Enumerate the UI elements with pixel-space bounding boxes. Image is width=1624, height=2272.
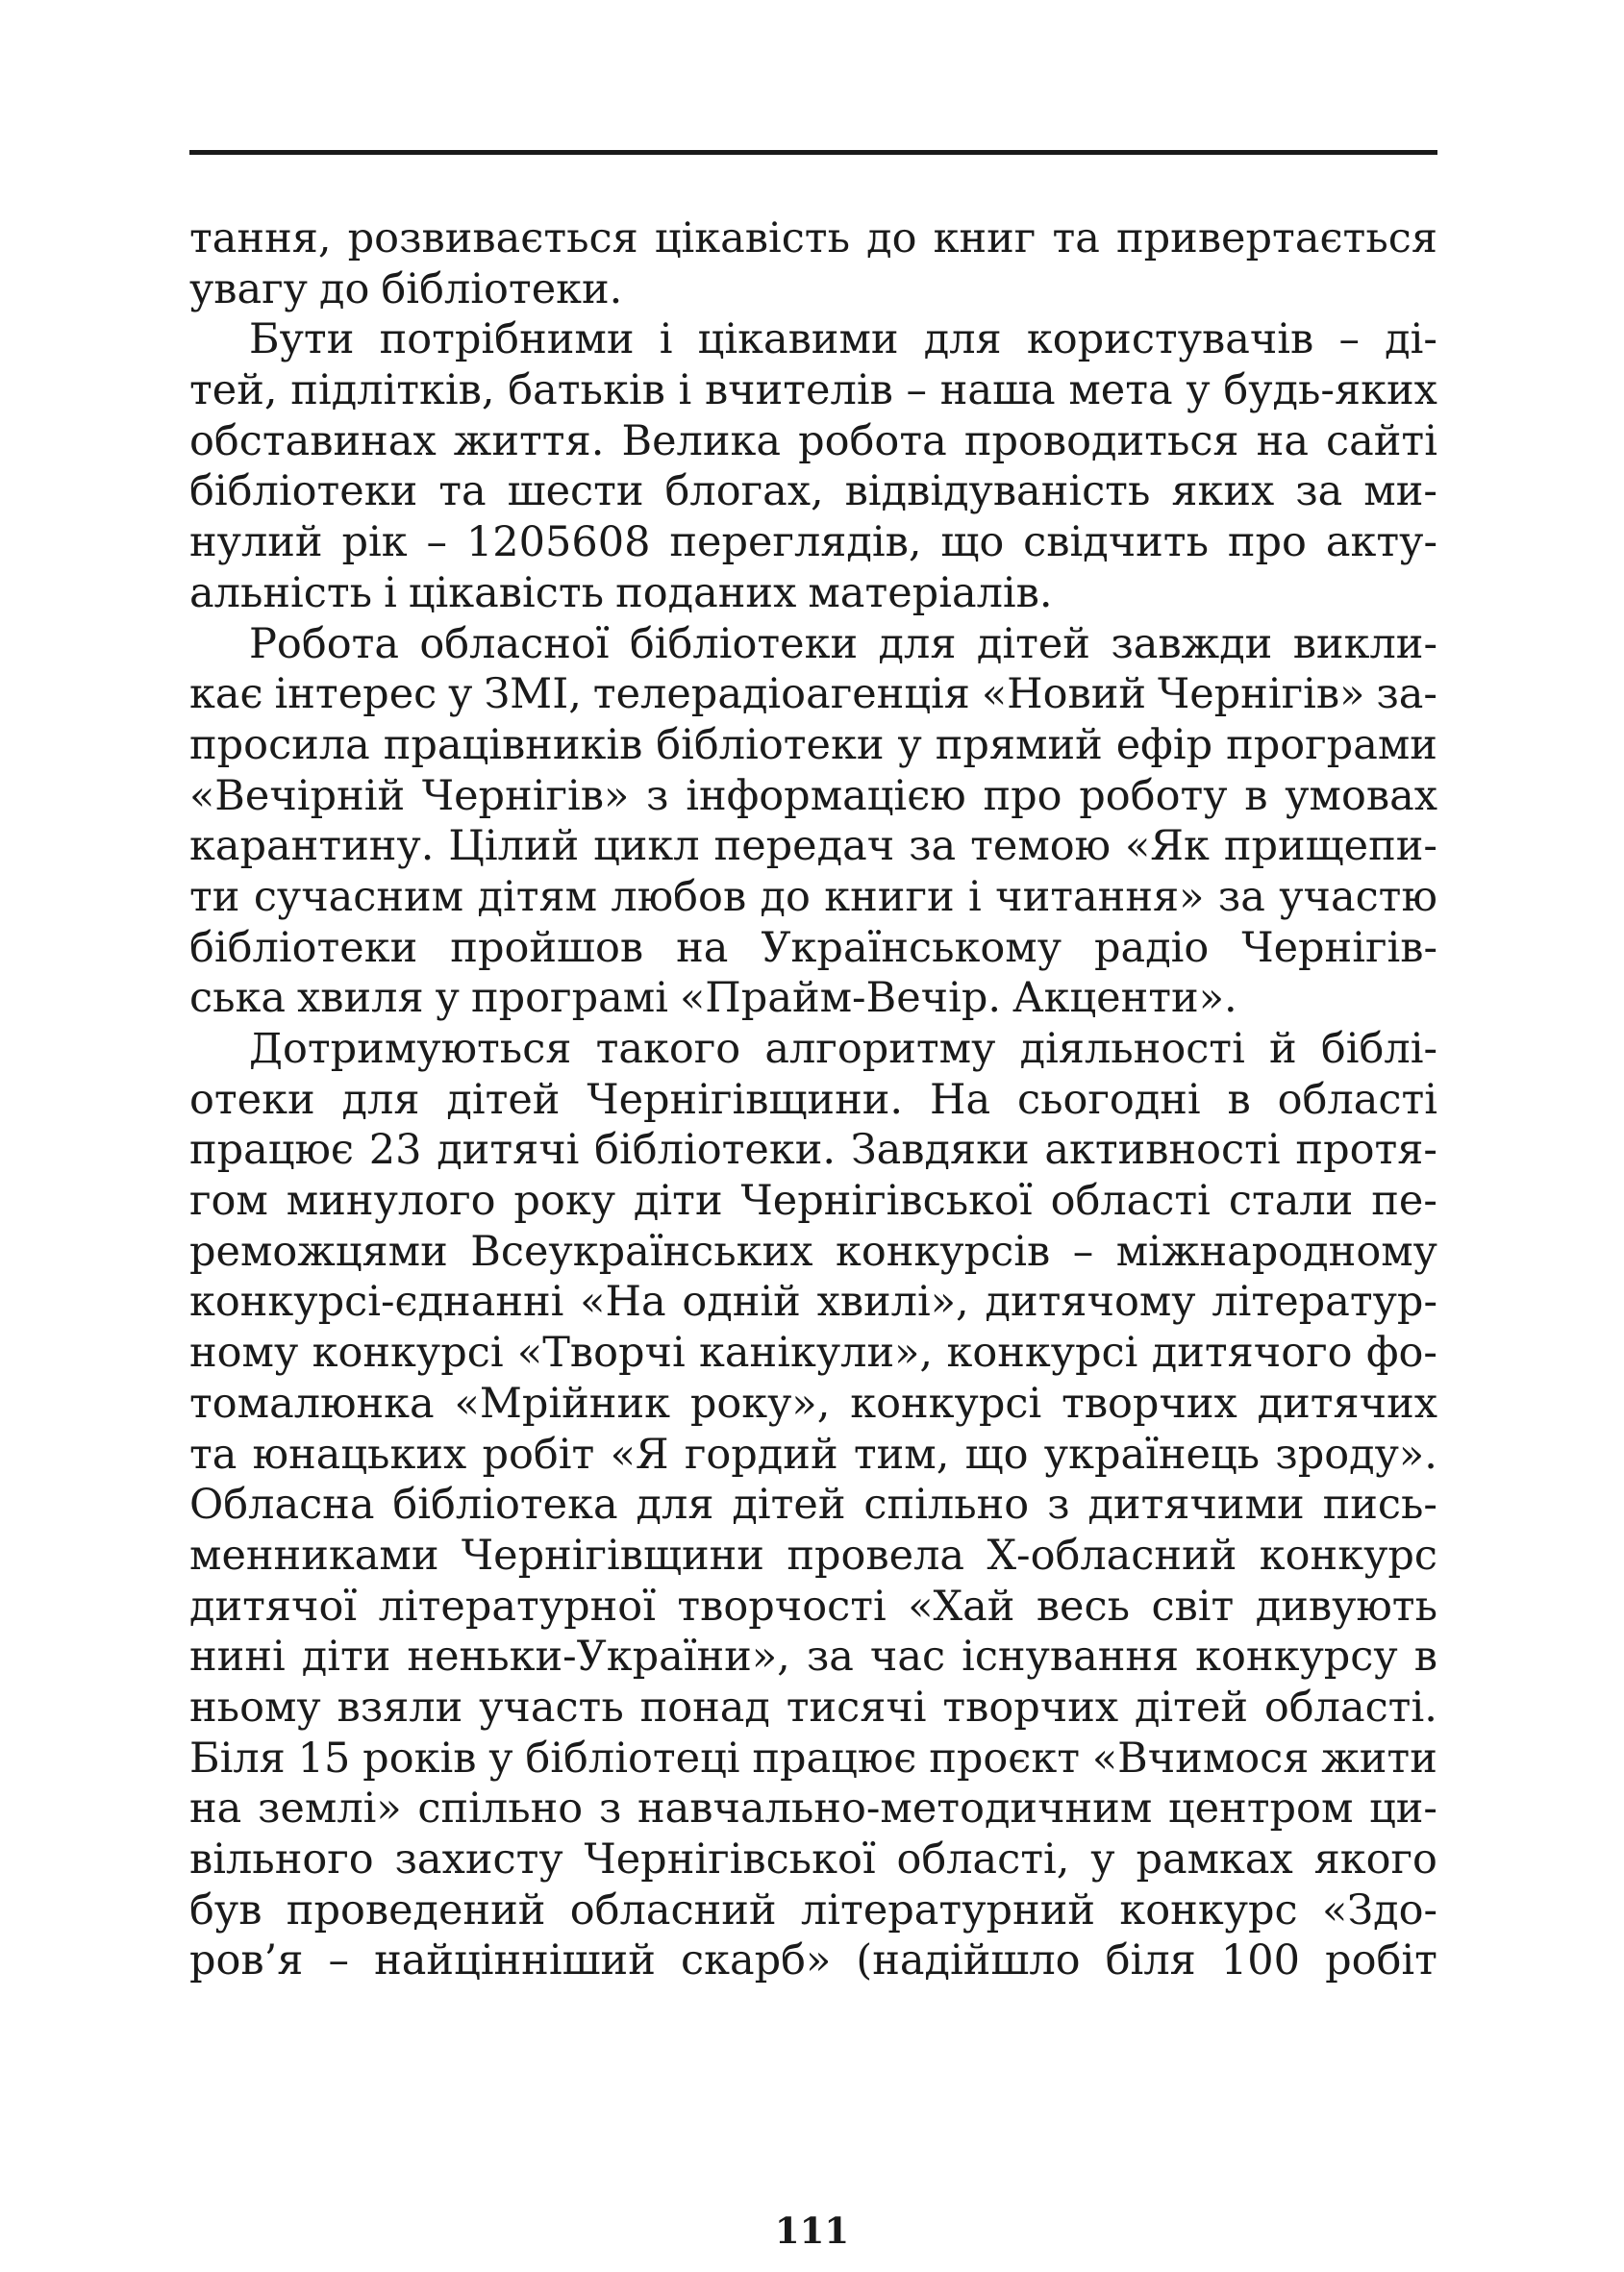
text-line: ська хвиля у програмі «Прайм-Вечір. Акценти». [189,974,1237,1023]
text-line: карантину. Цілий цикл передач за темою «Як прищепи- [189,822,1437,871]
text-line: кає інтерес у ЗМІ, телерадіоагенція «Новий Чернігів» за- [189,670,1437,719]
text-line: просила працівників бібліотеки у прямий ефір програми [189,720,1437,769]
text-line: ров’я – найцінніший скарб» (надійшло біля 100 робіт [189,1936,1437,1985]
text-line: гом минулого року діти Чернігівської області стали пе- [189,1177,1437,1226]
text-line: томалюнка «Мрійник року», конкурсі творчих дитячих [189,1379,1437,1428]
text-line: нині діти неньки-України», за час існування конкурсу в [189,1633,1437,1682]
text-line: конкурсі-єднанні «На одній хвилі», дитячому літератур- [189,1278,1437,1327]
page-number: 111 [774,2210,850,2252]
header-rule [189,150,1437,155]
text-line: працює 23 дитячі бібліотеки. Завдяки активності протя- [189,1126,1437,1175]
text-line: увагу до бібліотеки. [189,264,623,313]
text-line: отеки для дітей Чернігівщини. На сьогодні в області [189,1075,1437,1124]
text-line: дитячої літературної творчості «Хай весь світ дивують [189,1582,1437,1631]
text-line: реможцями Всеукраїнських конкурсів – міжнародному [189,1227,1437,1276]
text-line: «Вечірній Чернігів» з інформацією про роботу в умовах [189,771,1437,820]
text-line: ньому взяли участь понад тисячі творчих дітей області. [189,1683,1437,1732]
text-line: нулий рік – 1205608 переглядів, що свідчить про акту- [189,518,1437,567]
text-line: тей, підлітків, батьків і вчителів – наша мета у будь-яких [189,366,1437,415]
text-line: вільного захисту Чернігівської області, у рамках якого [189,1835,1437,1884]
text-line: ти сучасним дітям любов до книги і читання» за участю [189,872,1437,921]
text-line: Дотримуються такого алгоритму діяльності й біблі- [249,1025,1437,1073]
text-line: менниками Чернігівщини провела Х-обласний конкурс [189,1531,1437,1580]
text-line: був проведений обласний літературний конкурс «Здо- [189,1885,1437,1935]
text-line: тання, розвивається цікавість до книг та привертається [189,214,1437,262]
text-line: альність і цікавість поданих матеріалів. [189,568,1053,617]
text-line: Робота обласної бібліотеки для дітей завжди викли- [249,619,1437,668]
text-line: бібліотеки та шести блогах, відвідуваність яких за ми- [189,467,1437,516]
text-line: Біля 15 років у бібліотеці працює проєкт «Вчимося жити [189,1734,1437,1783]
body-text [189,213,1437,1986]
text-line: ному конкурсі «Творчі канікули», конкурсі дитячого фо- [189,1329,1437,1378]
text-line: Обласна бібліотека для дітей спільно з дитячими пись- [189,1481,1437,1530]
text-line: Бути потрібними і цікавими для користувачів – ді- [249,315,1437,364]
text-line: обставинах життя. Велика робота проводиться на сайті [189,416,1437,465]
text-line: бібліотеки пройшов на Українському радіо Чернігів- [189,923,1437,972]
text-line: та юнацьких робіт «Я гордий тим, що українець зроду». [189,1430,1437,1479]
text-line: на землі» спільно з навчально-методичним центром ци- [189,1785,1437,1834]
